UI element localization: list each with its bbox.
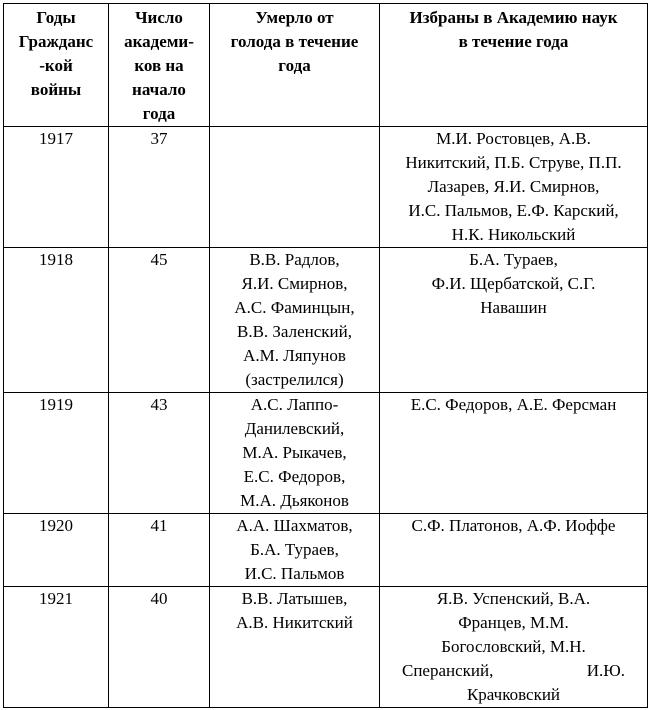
cell-line: начало	[132, 80, 186, 99]
cell-line: Е.С. Федоров,	[243, 467, 346, 486]
elected-cell	[380, 248, 648, 393]
died-cell	[210, 587, 380, 708]
cell-line: Н.К. Никольский	[451, 225, 576, 244]
table-row	[4, 248, 648, 393]
elected-cell	[380, 514, 648, 587]
cell-line: А.В. Никитский	[236, 613, 353, 632]
cell-line: М.И. Ростовцев, А.В.	[436, 129, 591, 148]
cell-line: Никитский, П.Б. Струве, П.П.	[405, 153, 622, 172]
died-cell	[210, 248, 380, 393]
cell-line: -кой	[39, 56, 73, 75]
table-row	[4, 393, 648, 514]
died-cell	[210, 127, 380, 248]
cell-line: И.С. Пальмов, Е.Ф. Карский,	[408, 201, 619, 220]
table-row	[4, 514, 648, 587]
died-cell	[210, 514, 380, 587]
year-cell: 1917	[4, 127, 109, 248]
elected-cell	[380, 587, 648, 708]
count-cell: 40	[109, 587, 210, 708]
cell-line: Крачковский	[466, 685, 561, 704]
cell-line: Данилевский,	[244, 419, 345, 438]
cell-line: А.А. Шахматов,	[236, 516, 353, 535]
count-cell: 45	[109, 248, 210, 393]
cell-line: Число	[135, 8, 183, 27]
header-years	[4, 4, 109, 127]
cell-line: Е.С. Федоров, А.Е. Ферсман	[410, 395, 617, 414]
header-row	[4, 4, 648, 127]
cell-line: Умерло от	[255, 8, 334, 27]
table-row	[4, 587, 648, 708]
count-cell: 41	[109, 514, 210, 587]
cell-line-part: Сперанский,	[402, 661, 494, 680]
cell-line: года	[142, 104, 176, 123]
cell-line: Лазарев, Я.И. Смирнов,	[427, 177, 600, 196]
academy-table	[3, 3, 648, 708]
cell-line: И.С. Пальмов	[244, 564, 345, 583]
cell-line: Богословский, М.Н.	[441, 637, 586, 656]
cell-line: года	[278, 56, 311, 75]
cell-line-part: И.Ю.	[586, 661, 625, 680]
cell-line: голода в течение	[230, 32, 359, 51]
cell-line: Гражданс	[18, 32, 94, 51]
cell-line: В.В. Латышев,	[241, 589, 348, 608]
cell-line: Б.А. Тураев,	[250, 540, 339, 559]
cell-line: С.Ф. Платонов, А.Ф. Иоффе	[411, 516, 616, 535]
cell-line: Навашин	[480, 298, 547, 317]
cell-line: М.А. Дьяконов	[240, 491, 349, 510]
header-died	[210, 4, 380, 127]
table-row	[4, 127, 648, 248]
cell-line: (застрелился)	[245, 370, 344, 389]
header-count	[109, 4, 210, 127]
cell-line: А.С. Фаминцын,	[234, 298, 355, 317]
cell-line: Я.В. Успенский, В.А.	[436, 589, 591, 608]
cell-line: Ф.И. Щербатской, С.Г.	[431, 274, 596, 293]
header-elected	[380, 4, 648, 127]
count-cell: 43	[109, 393, 210, 514]
cell-line: Б.А. Тураев,	[469, 250, 558, 269]
count-cell: 37	[109, 127, 210, 248]
elected-cell	[380, 127, 648, 248]
cell-line: Францев, М.М.	[458, 613, 569, 632]
cell-line: Годы	[36, 8, 76, 27]
cell-line: ков на	[134, 56, 184, 75]
year-cell: 1918	[4, 248, 109, 393]
year-cell: 1921	[4, 587, 109, 708]
cell-line: войны	[30, 80, 82, 99]
cell-line: в течение года	[458, 32, 569, 51]
elected-cell	[380, 393, 648, 514]
year-cell: 1920	[4, 514, 109, 587]
cell-line: Я.И. Смирнов,	[241, 274, 348, 293]
cell-line	[384, 659, 643, 683]
cell-line: А.С. Лаппо-	[250, 395, 339, 414]
cell-line: академи-	[124, 32, 194, 51]
cell-line: Избраны в Академию наук	[409, 8, 618, 27]
cell-line: В.В. Заленский,	[236, 322, 352, 341]
cell-line: В.В. Радлов,	[249, 250, 340, 269]
cell-line: М.А. Рыкачев,	[242, 443, 347, 462]
died-cell	[210, 393, 380, 514]
cell-line: А.М. Ляпунов	[243, 346, 346, 365]
year-cell: 1919	[4, 393, 109, 514]
